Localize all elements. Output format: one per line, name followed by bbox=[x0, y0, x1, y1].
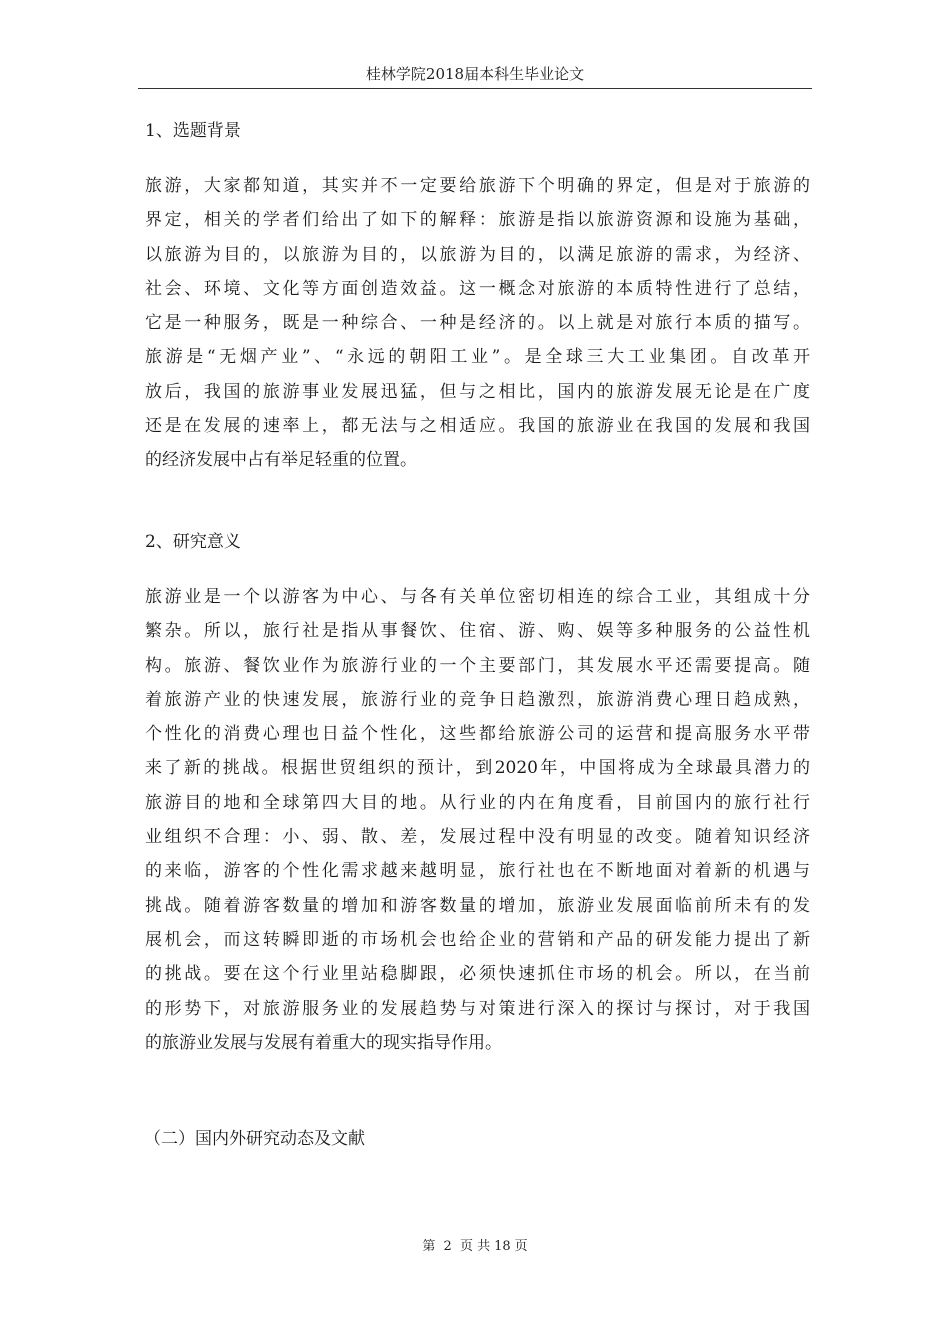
section-heading-background: 1、选题背景 bbox=[145, 121, 241, 141]
text-line: 的来临，游客的个性化需求越来越明显，旅行社也在不断地面对着新的机遇与 bbox=[145, 861, 810, 882]
text-line: 繁杂。所以，旅行社是指从事餐饮、住宿、游、购、娱等多种服务的公益性机 bbox=[145, 621, 810, 642]
header-divider bbox=[138, 88, 812, 89]
text-line: 的形势下，对旅游服务业的发展趋势与对策进行深入的探讨与探讨，对于我国 bbox=[145, 998, 810, 1019]
text-line: 来了新的挑战。根据世贸组织的预计，到2020年，中国将成为全球最具潜力的 bbox=[145, 758, 810, 779]
section-heading-significance: 2、研究意义 bbox=[145, 532, 241, 552]
footer-suffix: 页 bbox=[514, 1239, 528, 1254]
text-line: 旅游，大家都知道，其实并不一定要给旅游下个明确的界定，但是对于旅游的 bbox=[145, 176, 810, 196]
footer-prefix: 第 bbox=[422, 1239, 436, 1254]
text-line: 挑战。随着游客数量的增加和游客数量的增加，旅游业发展面临前所未有的发 bbox=[145, 895, 810, 916]
footer-middle: 页 共 bbox=[459, 1239, 491, 1254]
text-line: 放后，我国的旅游事业发展迅猛，但与之相比，国内的旅游发展无论是在广度 bbox=[145, 381, 810, 402]
paragraph-significance bbox=[145, 580, 810, 1060]
text-line: 它是一种服务，既是一种综合、一种是经济的。以上就是对旅行本质的描写。 bbox=[145, 313, 810, 334]
text-line: 以旅游为目的，以旅游为目的，以旅游为目的，以满足旅游的需求，为经济、 bbox=[145, 244, 810, 265]
text-line: 旅游目的地和全球第四大目的地。从行业的内在角度看，目前国内的旅行社行 bbox=[145, 792, 810, 813]
text-line: 构。旅游、餐饮业作为旅游行业的一个主要部门，其发展水平还需要提高。随 bbox=[145, 655, 810, 676]
page-footer bbox=[0, 1238, 950, 1256]
footer-page-number: 2 bbox=[443, 1239, 452, 1254]
page-header-title: 桂林学院2018届本科生毕业论文 bbox=[365, 65, 585, 83]
text-line: 个性化的消费心理也日益个性化，这些都给旅游公司的运营和提高服务水平带 bbox=[145, 724, 810, 745]
section-heading-research-status: （二）国内外研究动态及文献 bbox=[144, 1129, 365, 1149]
text-line: 界定，相关的学者们给出了如下的解释：旅游是指以旅游资源和设施为基础， bbox=[145, 210, 810, 231]
text-line: 着旅游产业的快速发展，旅游行业的竞争日趋激烈，旅游消费心理日趋成熟， bbox=[145, 689, 810, 710]
text-line: 还是在发展的速率上，都无法与之相适应。我国的旅游业在我国的发展和我国 bbox=[145, 416, 810, 437]
text-line: 的经济发展中占有举足轻重的位置。 bbox=[145, 450, 417, 471]
text-line: 的旅游业发展与发展有着重大的现实指导作用。 bbox=[145, 1032, 502, 1053]
text-line: 业组织不合理：小、弱、散、差，发展过程中没有明显的改变。随着知识经济 bbox=[145, 827, 810, 848]
footer-total-pages: 18 bbox=[494, 1239, 511, 1254]
text-line: 社会、环境、文化等方面创造效益。这一概念对旅游的本质特性进行了总结， bbox=[145, 278, 810, 299]
text-line: 的挑战。要在这个行业里站稳脚跟，必须快速抓住市场的机会。所以，在当前 bbox=[145, 964, 810, 985]
text-line: 旅游是“无烟产业”、“永远的朝阳工业”。是全球三大工业集团。自改革开 bbox=[145, 347, 810, 368]
paragraph-background bbox=[145, 169, 810, 478]
text-line: 展机会，而这转瞬即逝的市场机会也给企业的营销和产品的研发能力提出了新 bbox=[145, 929, 810, 950]
text-line: 旅游业是一个以游客为中心、与各有关单位密切相连的综合工业，其组成十分 bbox=[145, 587, 810, 607]
